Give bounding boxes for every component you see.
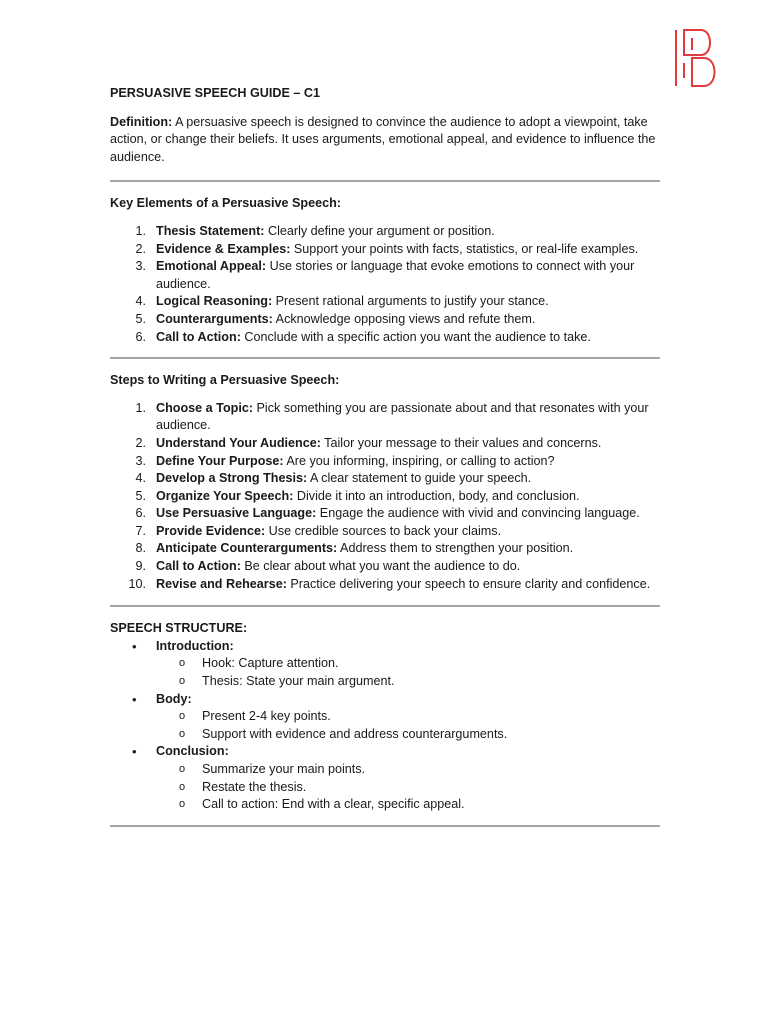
sub-bullet-icon: o <box>179 710 186 723</box>
list-item: o Hook: Capture attention. <box>110 655 660 673</box>
definition-label: Definition: <box>110 114 173 129</box>
sub-bullet-icon: o <box>179 780 186 793</box>
section-divider <box>110 357 660 359</box>
sub-bullet-icon: o <box>179 727 186 740</box>
list-item: o Restate the thesis. <box>110 779 660 797</box>
structure-list <box>110 638 660 814</box>
list-item: 4. Logical Reasoning: Present rational arguments to justify your stance. <box>135 294 549 309</box>
list-item: 5. Organize Your Speech: Divide it into an introduction, body, and conclusion. <box>135 488 580 503</box>
steps-heading: Steps to Writing a Persuasive Speech: <box>110 373 340 388</box>
list-item: o Summarize your main points. <box>110 761 660 779</box>
definition-text: A persuasive speech is designed to convince the audience to adopt a viewpoint, take action, or change their beliefs. It uses arguments, emotional appeal, and evidence to influence the audience. <box>110 114 656 164</box>
list-item: o Call to action: End with a clear, specific appeal. <box>110 796 660 814</box>
list-item: 5. Counterarguments: Acknowledge opposing views and refute them. <box>135 311 536 326</box>
list-item: o Present 2-4 key points. <box>110 708 660 726</box>
list-item: 7. Provide Evidence: Use credible sources to back your claims. <box>135 523 502 538</box>
list-item: 2. Understand Your Audience: Tailor your message to their values and concerns. <box>135 435 602 450</box>
sub-bullet-icon: o <box>179 798 186 811</box>
structure-heading: SPEECH STRUCTURE: <box>110 621 248 636</box>
section-divider <box>110 605 660 607</box>
bullet-icon: • <box>132 744 137 760</box>
list-item: 4. Develop a Strong Thesis: A clear statement to guide your speech. <box>135 471 532 486</box>
bullet-icon: • <box>132 638 137 654</box>
list-item: 6. Call to Action: Conclude with a specific action you want the audience to take. <box>135 329 591 344</box>
list-item: 1. Choose a Topic: Pick something you are passionate about and that resonates with your audience. <box>135 400 649 433</box>
steps-list <box>110 400 660 594</box>
structure-section-conclusion: • Conclusion: <box>132 744 229 760</box>
list-item: 9. Call to Action: Be clear about what you want the audience to do. <box>135 559 521 574</box>
list-item: 6. Use Persuasive Language: Engage the audience with vivid and convincing language. <box>135 506 640 521</box>
section-divider <box>110 825 660 827</box>
list-item: 3. Define Your Purpose: Are you informing, inspiring, or calling to action? <box>135 453 555 468</box>
definition-paragraph <box>110 114 660 167</box>
key-elements-heading: Key Elements of a Persuasive Speech: <box>110 196 341 211</box>
list-item: 8. Anticipate Counterarguments: Address them to strengthen your position. <box>135 541 574 556</box>
sub-bullet-icon: o <box>179 657 186 670</box>
brand-logo-icon <box>673 28 725 88</box>
list-item: 2. Evidence & Examples: Support your points with facts, statistics, or real-life examples. <box>135 241 639 256</box>
document-body <box>110 85 660 827</box>
structure-section-introduction: • Introduction: <box>132 638 234 654</box>
document-title: PERSUASIVE SPEECH GUIDE – C1 <box>110 86 320 100</box>
sub-bullet-icon: o <box>179 675 186 688</box>
key-elements-list <box>110 223 660 346</box>
list-item: 10. Revise and Rehearse: Practice delivering your speech to ensure clarity and confidence. <box>128 576 651 591</box>
list-item: o Thesis: State your main argument. <box>110 673 660 691</box>
bullet-icon: • <box>132 691 137 707</box>
list-item: o Support with evidence and address counterarguments. <box>110 726 660 744</box>
sub-bullet-icon: o <box>179 763 186 775</box>
list-item: 3. Emotional Appeal: Use stories or language that evoke emotions to connect with your audience. <box>135 259 635 291</box>
structure-section-body: • Body: <box>132 691 192 707</box>
section-divider <box>110 180 660 182</box>
list-item: 1. Thesis Statement: Clearly define your argument or position. <box>135 223 495 238</box>
